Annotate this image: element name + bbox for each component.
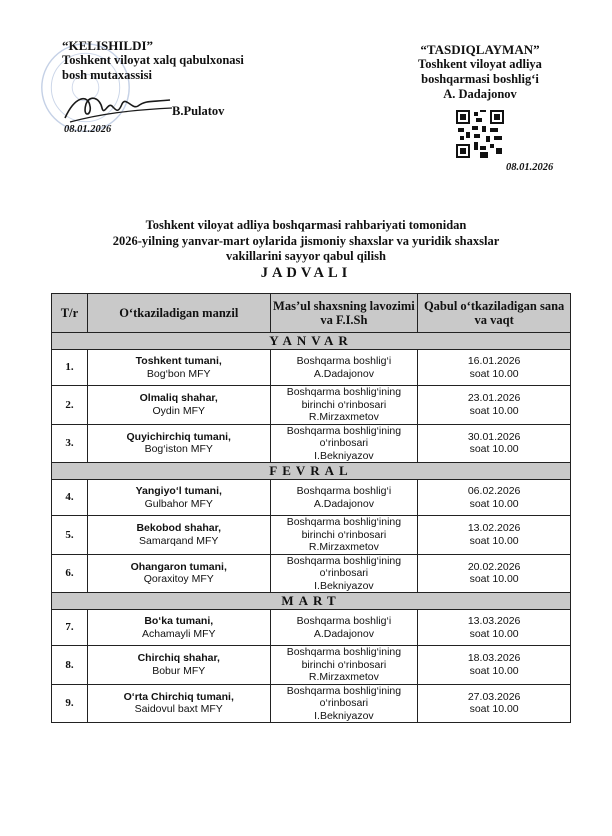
row-time: soat 10.00 [469, 664, 519, 677]
row-position-2: o‘rinbosari [319, 437, 369, 449]
row-person: A.Dadajonov [313, 627, 374, 640]
approval-left-line2: bosh mutaxassisi [62, 68, 152, 82]
row-responsible [270, 386, 418, 425]
row-time: soat 10.00 [469, 534, 519, 547]
row-mfy: Bog‘iston MFY [144, 443, 213, 456]
approval-right-date: 08.01.2026 [506, 162, 554, 173]
row-date-time [418, 684, 571, 723]
row-time: soat 10.00 [469, 573, 519, 586]
row-date-time [418, 554, 571, 593]
row-date-time [418, 386, 571, 425]
row-address [87, 610, 270, 646]
table-row [52, 516, 571, 555]
row-number: 7. [52, 610, 88, 646]
header-date-time: Qabul o‘tkaziladigan sana va vaqt [418, 294, 571, 333]
row-number: 1. [52, 350, 88, 386]
row-number: 3. [52, 424, 88, 463]
row-position-2: birinchi o‘rinbosari [301, 398, 387, 411]
row-position: Boshqarma boshlig‘ining [286, 424, 402, 437]
row-date-time [418, 480, 571, 516]
row-responsible [270, 646, 418, 685]
row-position: Boshqarma boshlig‘i [296, 615, 392, 627]
table-row [52, 350, 571, 386]
document-title [60, 218, 552, 282]
row-responsible [270, 480, 418, 516]
row-position: Boshqarma boshlig‘ining [286, 516, 402, 528]
table-row [52, 646, 571, 685]
row-date: 20.02.2026 [467, 560, 521, 573]
title-line3: vakillarini sayyor qabul qilish [226, 249, 386, 263]
approval-right-line2: boshqarmasi boshlig‘i [421, 72, 539, 86]
table-row [52, 424, 571, 463]
row-district: Yangiyo‘l tumani, [135, 485, 222, 497]
row-mfy: Qoraxitoy MFY [143, 573, 214, 586]
row-position: Boshqarma boshlig‘ining [286, 646, 402, 658]
row-mfy: Samarqand MFY [139, 534, 219, 547]
row-mfy: Gulbahor MFY [144, 497, 213, 510]
row-district: Quyichirchiq tumani, [126, 430, 231, 443]
row-time: soat 10.00 [469, 404, 519, 417]
row-address [87, 350, 270, 386]
approval-left-date: 08.01.2026 [64, 124, 112, 135]
row-date: 16.01.2026 [467, 355, 521, 367]
header-address: O‘tkaziladigan manzil [87, 294, 270, 333]
header-number: T/r [52, 294, 88, 333]
row-address [87, 424, 270, 463]
row-person: I.Bekniyazov [314, 579, 374, 592]
approval-right-name: A. Dadajonov [443, 87, 517, 101]
row-responsible [270, 610, 418, 646]
row-person: A.Dadajonov [313, 367, 374, 380]
row-responsible [270, 424, 418, 463]
row-position-2: o‘rinbosari [319, 697, 369, 709]
approval-right-line1: Toshkent viloyat adliya [418, 57, 542, 71]
table-row [52, 554, 571, 593]
table-row [52, 610, 571, 646]
row-responsible [270, 554, 418, 593]
row-person: I.Bekniyazov [314, 709, 374, 722]
row-number: 4. [52, 480, 88, 516]
approval-left [62, 38, 302, 135]
table-row [52, 684, 571, 723]
row-address [87, 386, 270, 425]
row-date: 23.01.2026 [467, 392, 521, 405]
row-responsible [270, 350, 418, 386]
approval-right [395, 42, 565, 102]
row-date-time [418, 646, 571, 685]
row-date-time [418, 610, 571, 646]
row-time: soat 10.00 [469, 627, 519, 640]
table-header-row [52, 294, 571, 333]
header-responsible: Mas’ul shaxsning lavozimi va F.I.Sh [270, 294, 418, 333]
row-address [87, 684, 270, 723]
table-row [52, 386, 571, 425]
row-district: Bo‘ka tumani, [144, 615, 214, 627]
title-line1: Toshkent viloyat adliya boshqarmasi rahbariyati tomonidan [145, 218, 467, 232]
month-label: MART [52, 593, 571, 610]
row-number: 9. [52, 684, 88, 723]
month-row [52, 463, 571, 480]
row-responsible [270, 516, 418, 555]
row-time: soat 10.00 [469, 703, 519, 716]
row-date-time [418, 516, 571, 555]
row-mfy: Saidovul baxt MFY [134, 703, 223, 716]
row-address [87, 516, 270, 555]
row-mfy: Bobur MFY [152, 664, 206, 677]
month-row [52, 333, 571, 350]
row-mfy: Oydin MFY [152, 404, 205, 417]
row-date-time [418, 424, 571, 463]
row-number: 2. [52, 386, 88, 425]
row-date: 27.03.2026 [467, 690, 521, 703]
month-row [52, 593, 571, 610]
row-time: soat 10.00 [469, 497, 519, 510]
approval-left-name: B.Pulatov [172, 104, 225, 118]
row-person: A.Dadajonov [313, 497, 374, 510]
row-position-2: birinchi o‘rinbosari [301, 658, 387, 671]
row-position: Boshqarma boshlig‘i [296, 355, 392, 367]
row-district: Bekobod shahar, [136, 522, 222, 535]
row-address [87, 646, 270, 685]
row-position: Boshqarma boshlig‘ining [286, 386, 402, 398]
month-label: FEVRAL [52, 463, 571, 480]
row-number: 8. [52, 646, 88, 685]
row-district: Olmaliq shahar, [139, 392, 218, 405]
row-number: 6. [52, 554, 88, 593]
row-district: Toshkent tumani, [135, 355, 222, 367]
row-address [87, 480, 270, 516]
row-address [87, 554, 270, 593]
row-date-time [418, 350, 571, 386]
row-time: soat 10.00 [469, 443, 519, 456]
title-line2: 2026-yilning yanvar-mart oylarida jismoniy shaxslar va yuridik shaxslar [112, 233, 500, 248]
row-date: 13.03.2026 [467, 615, 521, 627]
approval-right-status: “TASDIQLAYMAN” [420, 42, 540, 57]
qr-code-icon [456, 110, 504, 158]
row-district: O‘rta Chirchiq tumani, [123, 690, 234, 703]
row-number: 5. [52, 516, 88, 555]
schedule-table [51, 293, 571, 723]
row-time: soat 10.00 [469, 367, 519, 380]
row-person: R.Mirzaxmetov [308, 541, 379, 553]
row-responsible [270, 684, 418, 723]
title-heading: JADVALI [260, 264, 352, 281]
row-position: Boshqarma boshlig‘ining [286, 554, 402, 567]
row-person: I.Bekniyazov [314, 449, 374, 462]
row-person: R.Mirzaxmetov [308, 411, 379, 423]
row-position-2: o‘rinbosari [319, 567, 369, 579]
row-district: Ohangaron tumani, [130, 560, 227, 573]
signature [60, 88, 180, 128]
row-position-2: birinchi o‘rinbosari [301, 528, 387, 541]
row-person: R.Mirzaxmetov [308, 671, 379, 683]
row-mfy: Bog‘bon MFY [146, 367, 211, 380]
row-position: Boshqarma boshlig‘ining [286, 684, 402, 697]
row-district: Chirchiq shahar, [137, 652, 220, 665]
table-row [52, 480, 571, 516]
row-date: 06.02.2026 [467, 485, 521, 497]
table-body [52, 333, 571, 723]
approval-left-line1: Toshkent viloyat xalq qabulxonasi [62, 53, 244, 67]
row-date: 30.01.2026 [467, 430, 521, 443]
row-date: 18.03.2026 [467, 652, 521, 665]
approval-left-status: “KELISHILDI” [62, 38, 154, 53]
row-date: 13.02.2026 [467, 522, 521, 535]
month-label: YANVAR [52, 333, 571, 350]
row-mfy: Achamayli MFY [141, 627, 216, 640]
row-position: Boshqarma boshlig‘i [296, 485, 392, 497]
